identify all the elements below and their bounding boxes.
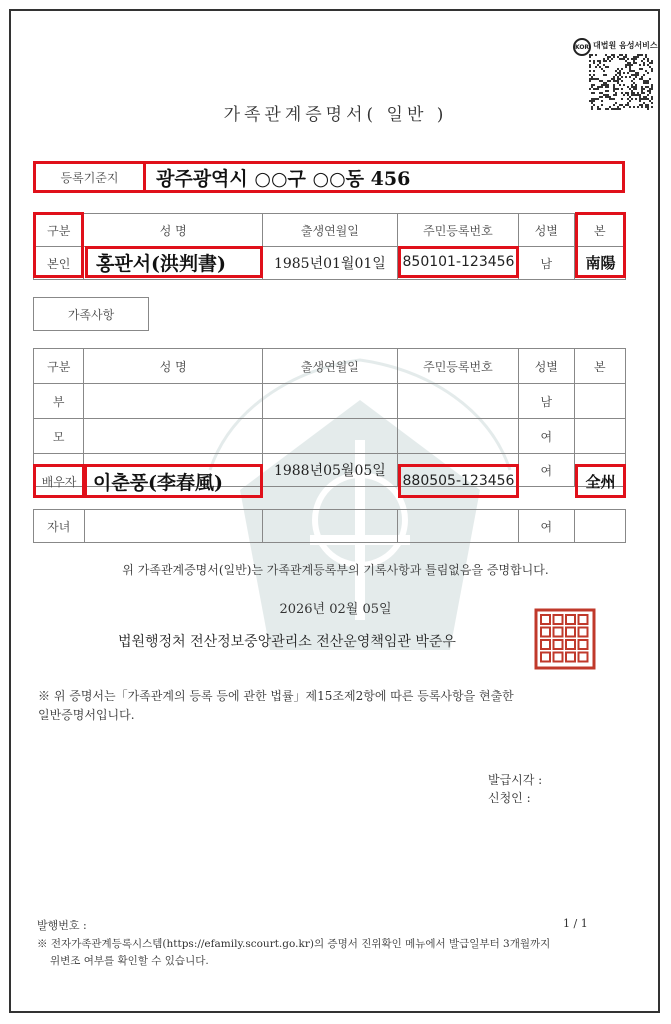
col-name: 성 명 bbox=[84, 214, 263, 247]
registration-value: 광주광역시 ○○구 ○○동 456 bbox=[156, 167, 411, 190]
registration-label: 등록기준지 bbox=[60, 170, 119, 185]
issuer: 법원행정처 전산정보중앙관리소 전산운영책임관 박준우 bbox=[118, 634, 456, 650]
spouse-category: 배우자 bbox=[41, 474, 77, 489]
self-rrn-highlight bbox=[398, 246, 519, 278]
footer-line-1: ※ 전자가족관계등록시스템(https://efamily.scourt.go.kr)의 증명서 진위확인 메뉴에서 발급일부터 3개월까지 bbox=[37, 938, 551, 950]
issue-date: 2026년 02월 05일 bbox=[279, 602, 392, 617]
highlight-col-category bbox=[33, 212, 84, 278]
col-sex: 성별 bbox=[519, 214, 574, 247]
col-birth: 출생연월일 bbox=[263, 214, 398, 247]
self-rrn: 850101-123456 bbox=[402, 254, 515, 270]
footer-line-2: 위변조 여부를 확인할 수 있습니다. bbox=[50, 955, 209, 967]
self-sex: 남 bbox=[519, 247, 574, 280]
spouse-origin-highlight bbox=[575, 464, 626, 498]
certify-text: 위 가족관계증명서(일반)는 가족관계등록부의 기록사항과 틀림없음을 증명합니다. bbox=[122, 563, 549, 577]
logo-text: KOR bbox=[574, 43, 590, 51]
spouse-rrn-highlight bbox=[398, 464, 519, 498]
voice-service-label: 대법원 음성서비스 bbox=[593, 41, 658, 50]
document-title: 가족관계증명서( 일반 ) bbox=[223, 105, 448, 125]
col-rrn: 주민등록번호 bbox=[397, 214, 518, 247]
col-category: 구분 bbox=[34, 214, 84, 247]
table-row: 부 남 bbox=[34, 384, 626, 419]
table-row: 1988년05월05일 여 bbox=[34, 454, 626, 487]
family-section-label: 가족사항 bbox=[33, 297, 149, 331]
issue-number-label: 발행번호 : bbox=[37, 919, 87, 932]
table-row: 모 여 bbox=[34, 419, 626, 454]
notice-line-2: 일반증명서입니다. bbox=[38, 708, 135, 722]
table-row: 자녀 여 bbox=[34, 510, 626, 543]
self-birth: 1985년01월01일 bbox=[263, 247, 398, 280]
applicant-label: 신청인 : bbox=[488, 791, 531, 805]
spouse-origin: 全州 bbox=[585, 472, 616, 491]
page-indicator: 1 / 1 bbox=[563, 917, 588, 930]
spouse-name-highlight bbox=[84, 464, 263, 498]
spouse-category-highlight bbox=[33, 464, 85, 498]
issue-time-label: 발급시각 : bbox=[488, 773, 543, 787]
self-origin: 南陽 bbox=[585, 253, 616, 272]
registration-value-box bbox=[143, 161, 625, 193]
child-table bbox=[33, 509, 626, 543]
registration-label-box bbox=[33, 161, 146, 193]
spouse-rrn: 880505-123456 bbox=[402, 473, 515, 489]
spouse-name: 이춘풍(李春風) bbox=[93, 471, 224, 494]
family-table: 구분 성 명 출생연월일 주민등록번호 성별 본 부 남 모 여 1988년05월05일 여 bbox=[33, 348, 626, 487]
self-category: 본인 bbox=[34, 247, 84, 280]
official-seal bbox=[534, 608, 596, 670]
self-name-highlight bbox=[85, 246, 263, 278]
notice-line-1: ※ 위 증명서는「가족관계의 등록 등에 관한 법률」제15조제2항에 따른 등록사항을 현출한 bbox=[38, 689, 514, 703]
col-origin: 본 bbox=[574, 214, 626, 247]
self-name: 홍판서(洪判書) bbox=[96, 252, 227, 275]
